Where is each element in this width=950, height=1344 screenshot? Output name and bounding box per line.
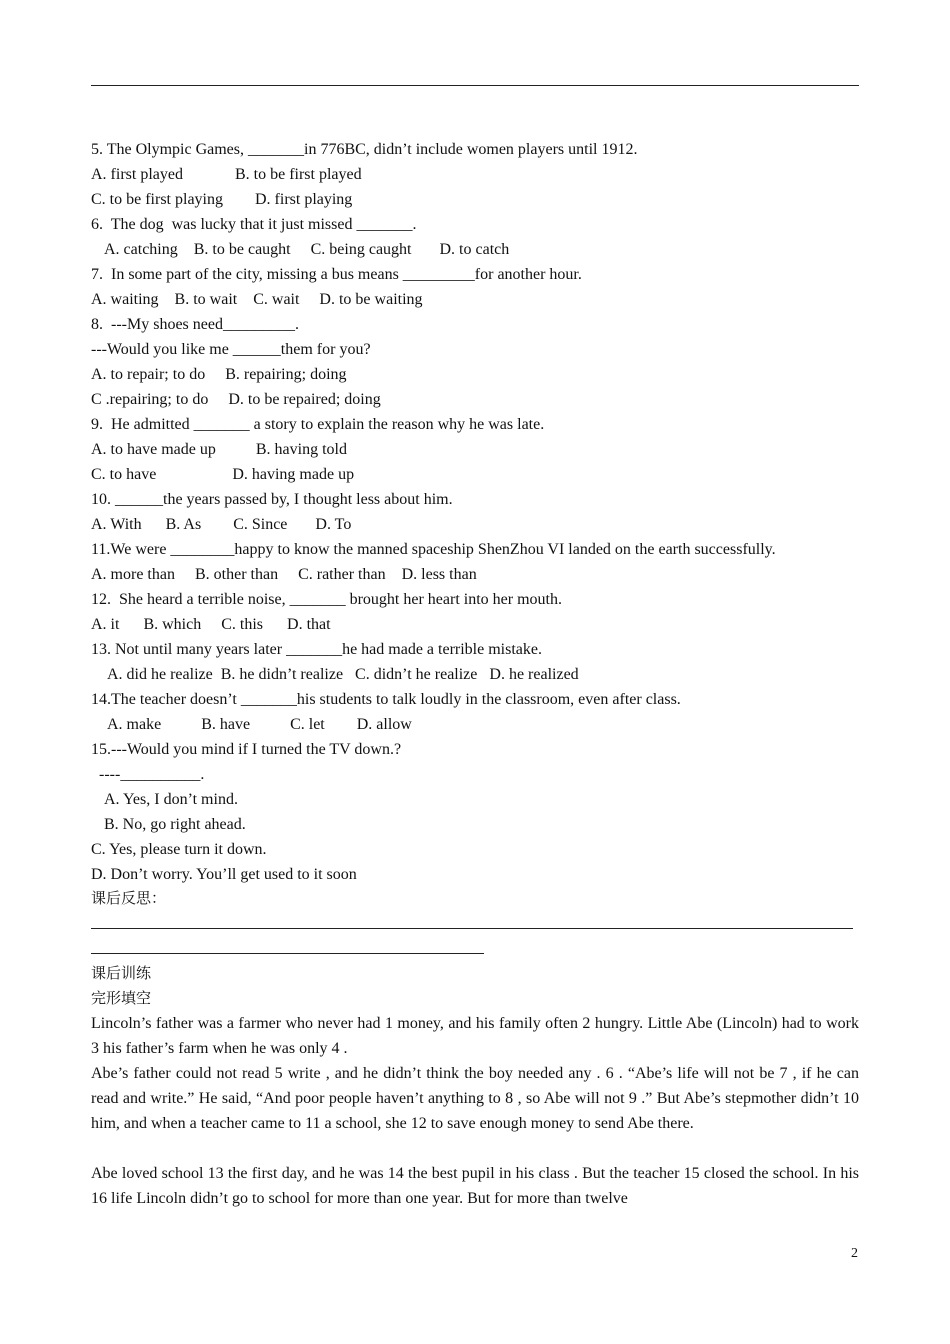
question-7: 7. In some part of the city, missing a bus means _________for another hour. [91, 266, 582, 283]
question-6: 6. The dog was lucky that it just missed _______. [91, 216, 417, 233]
options-10: A. With B. As C. Since D. To [91, 516, 352, 533]
question-8-reply: ---Would you like me ______them for you? [91, 341, 371, 358]
option-15d: D. Don’t worry. You’ll get used to it soon [91, 866, 357, 883]
options-9b: C. to have D. having made up [91, 466, 355, 483]
question-15: 15.---Would you mind if I turned the TV down.? [91, 741, 402, 758]
header-rule [91, 85, 859, 86]
options-12: A. it B. which C. this D. that [91, 616, 331, 633]
question-9: 9. He admitted _______ a story to explain the reason why he was late. [91, 416, 545, 433]
options-14: A. make B. have C. let D. allow [107, 716, 412, 733]
options-11: A. more than B. other than C. rather than D. less than [91, 566, 477, 583]
cloze-paragraph-1: Lincoln’s father was a farmer who never had 1 money, and his family often 2 hungry. Little Abe (Lincoln) had to work 3 his father’s farm when he was only 4 . [91, 1015, 859, 1057]
options-7: A. waiting B. to wait C. wait D. to be waiting [91, 291, 423, 308]
option-15a: A. Yes, I don’t mind. [104, 791, 238, 808]
reflection-label: 课后反思： [91, 889, 167, 907]
options-5a: A. first played B. to be first played [91, 166, 362, 183]
question-14: 14.The teacher doesn’t _______his students to talk loudly in the classroom, even after class. [91, 691, 681, 708]
question-8: 8. ---My shoes need_________. [91, 316, 299, 333]
question-12: 12. She heard a terrible noise, _______ brought her heart into her mouth. [91, 591, 562, 608]
question-13: 13. Not until many years later _______he had made a terrible mistake. [91, 641, 542, 658]
question-10: 10. ______the years passed by, I thought less about him. [91, 491, 453, 508]
page-number: 2 [851, 1246, 858, 1261]
reflection-blank-line-1 [91, 928, 853, 929]
options-8a: A. to repair; to do B. repairing; doing [91, 366, 347, 383]
cloze-paragraph-3: Abe loved school 13 the first day, and he was 14 the best pupil in his class . But the teacher 15 closed the school. In his 16 life Lincoln didn’t go to school for more than one year. But for more than twelve [91, 1165, 859, 1207]
question-5: 5. The Olympic Games, _______in 776BC, didn’t include women players until 1912. [91, 141, 638, 158]
option-15c: C. Yes, please turn it down. [91, 841, 267, 858]
option-15b: B. No, go right ahead. [104, 816, 246, 833]
cloze-paragraph-2: Abe’s father could not read 5 write , and he didn’t think the boy needed any . 6 . “Abe’s life will not be 7 , if he can read and write.” He said, “And poor people haven’t anything to 8 , so Abe will not 9 .” But Abe’s stepmother didn’t 10 him, and when a teacher came to 11 a school, she 12 to save enough money to send Abe there. [91, 1065, 859, 1132]
options-8b: C .repairing; to do D. to be repaired; doing [91, 391, 381, 408]
options-9a: A. to have made up B. having told [91, 441, 347, 458]
cloze-label: 完形填空 [91, 989, 152, 1007]
options-5b: C. to be first playing D. first playing [91, 191, 353, 208]
options-13: A. did he realize B. he didn’t realize C. didn’t he realize D. he realized [107, 666, 579, 683]
question-11: 11.We were ________happy to know the manned spaceship ShenZhou VI landed on the earth successfully. [91, 541, 776, 558]
training-label: 课后训练 [91, 964, 152, 982]
question-15-reply: ----__________. [99, 766, 205, 783]
reflection-blank-line-2 [91, 953, 484, 954]
options-6: A. catching B. to be caught C. being caught D. to catch [104, 241, 510, 258]
